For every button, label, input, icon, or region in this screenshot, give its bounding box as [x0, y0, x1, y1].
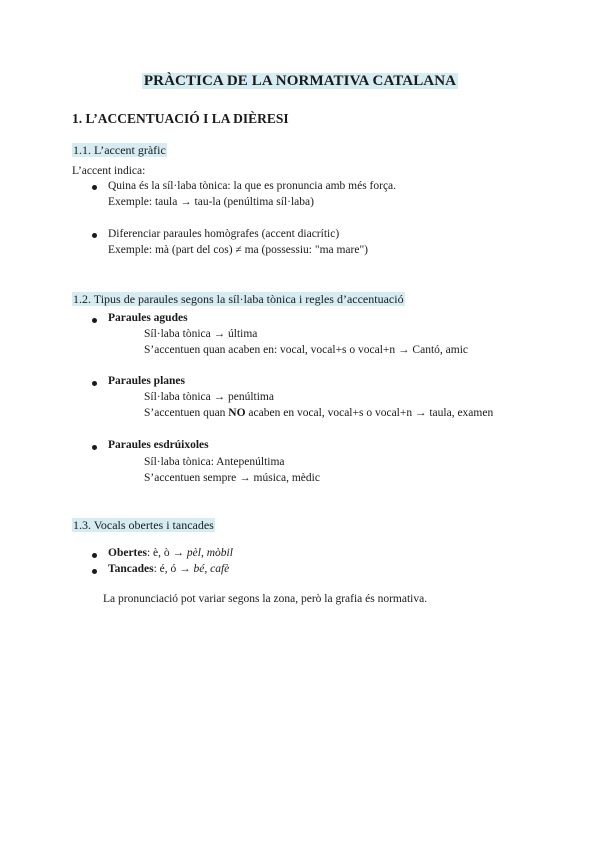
list-item-label: Paraules esdrúixoles — [108, 439, 209, 451]
list-item: Diferenciar paraules homògrafes (accent diacrític) — [108, 228, 340, 240]
subsection-heading-vocals: 1.3. Vocals obertes i tancades — [73, 518, 214, 532]
document-title: PRÀCTICA DE LA NORMATIVA CATALANA — [143, 73, 457, 89]
bullet-icon — [92, 553, 97, 558]
bullet-icon — [92, 445, 97, 450]
rule-line: S’accentuen sempre → música, mèdic — [144, 472, 320, 484]
bullet-icon — [92, 569, 97, 574]
rule-line: S’accentuen quan NO acaben en vocal, vocal+s o vocal+n → taula, examen — [144, 407, 494, 419]
list-item: Tancades: é, ó → bé, cafè — [108, 563, 230, 575]
section-heading-accentuacio: 1. L’ACCENTUACIÓ I LA DIÈRESI — [72, 111, 289, 126]
rule-line: Síl·laba tònica → penúltima — [144, 391, 274, 403]
subsection-heading-tipus-paraules: 1.2. Tipus de paraules segons la síl·laba tònica i regles d’accentuació — [73, 292, 404, 306]
bullet-icon — [92, 318, 97, 323]
bullet-icon — [92, 381, 97, 386]
list-item: Quina és la síl·laba tònica: la que es pronuncia amb més força. — [108, 180, 397, 192]
note-text: La pronunciació pot variar segons la zona, però la grafia és normativa. — [103, 593, 428, 605]
bullet-icon — [92, 233, 97, 238]
intro-text: L’accent indica: — [72, 165, 146, 177]
list-item-label: Paraules planes — [108, 375, 185, 387]
rule-line: S’accentuen quan acaben en: vocal, vocal+s o vocal+n → Cantó, amic — [144, 344, 468, 356]
rule-line: Síl·laba tònica → última — [144, 328, 258, 340]
bullet-icon — [92, 185, 97, 190]
list-item: Obertes: è, ò → pèl, mòbil — [108, 547, 233, 559]
subsection-heading-accent-grafic: 1.1. L’accent gràfic — [73, 143, 166, 157]
list-item-example: Exemple: taula → tau-la (penúltima síl·laba) — [108, 196, 314, 208]
list-item-label: Paraules agudes — [108, 312, 188, 324]
list-item-example: Exemple: mà (part del cos) ≠ ma (possessiu: "ma mare") — [108, 244, 368, 256]
rule-line: Síl·laba tònica: Antepenúltima — [144, 456, 285, 468]
